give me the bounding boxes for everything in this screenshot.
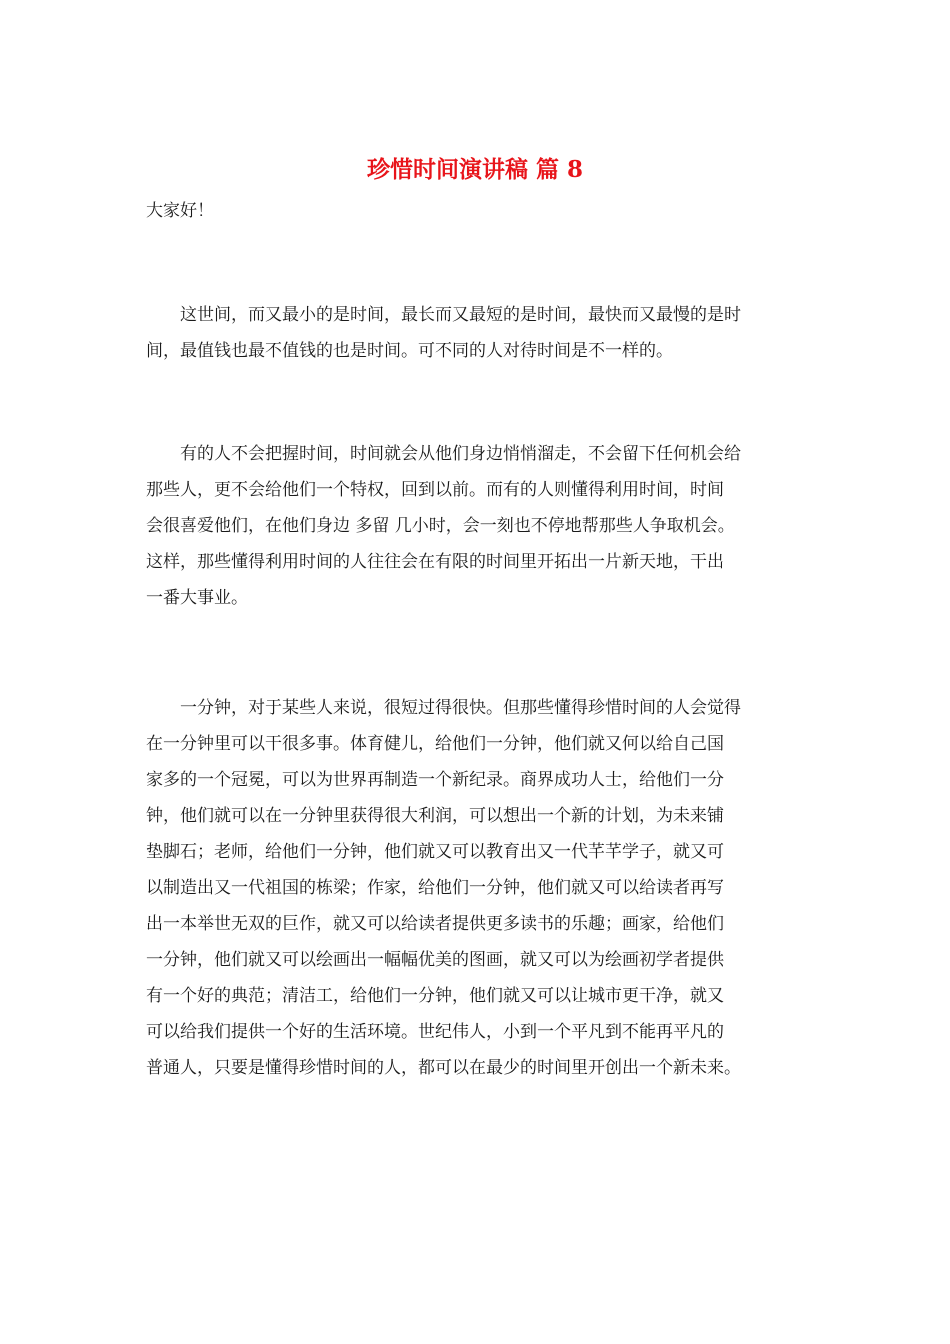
paragraph-line: 垫脚石；老师，给他们一分钟，他们就又可以教育出又一代芊芊学子，就又可 [146,842,724,862]
paragraph-line: 这样，那些懂得利用时间的人往往会在有限的时间里开拓出一片新天地，干出 [146,552,724,572]
paragraph-line: 那些人，更不会给他们一个特权，回到以前。而有的人则懂得利用时间，时间 [146,480,724,500]
paragraph-line: 这世间，而又最小的是时间，最长而又最短的是时间，最快而又最慢的是时 [146,305,741,325]
paragraph-line: 有的人不会把握时间，时间就会从他们身边悄悄溜走，不会留下任何机会给 [146,444,741,464]
paragraph-line: 家多的一个冠冕，可以为世界再制造一个新纪录。商界成功人士，给他们一分 [146,770,724,790]
paragraph-line: 钟，他们就可以在一分钟里获得很大利润，可以想出一个新的计划，为未来铺 [146,806,724,826]
paragraph-line: 会很喜爱他们，在他们身边 多留 几小时，会一刻也不停地帮那些人争取机会。 [146,516,735,536]
paragraph-line: 一分钟，他们就又可以绘画出一幅幅优美的图画，就又可以为绘画初学者提供 [146,950,724,970]
paragraph-line: 普通人，只要是懂得珍惜时间的人，都可以在最少的时间里开创出一个新未来。 [146,1058,741,1078]
paragraph-2 [146,436,808,616]
paragraph-line: 可以给我们提供一个好的生活环境。世纪伟人，小到一个平凡到不能再平凡的 [146,1022,724,1042]
paragraph-line: 一分钟，对于某些人来说，很短过得很快。但那些懂得珍惜时间的人会觉得 [146,698,741,718]
paragraph-line: 在一分钟里可以干很多事。体育健儿，给他们一分钟，他们就又何以给自己国 [146,734,724,754]
paragraph-3 [146,690,808,1086]
paragraph-line: 有一个好的典范；清洁工，给他们一分钟，他们就又可以让城市更干净，就又 [146,986,724,1006]
paragraph-line: 出一本举世无双的巨作，就又可以给读者提供更多读书的乐趣；画家，给他们 [146,914,724,934]
paragraph-line: 间，最值钱也最不值钱的也是时间。可不同的人对待时间是不一样的。 [146,341,673,361]
document-title: 珍惜时间演讲稿 篇 8 [366,156,584,183]
greeting-text: 大家好！ [146,201,214,221]
paragraph-line: 以制造出又一代祖国的栋梁；作家，给他们一分钟，他们就又可以给读者再写 [146,878,724,898]
paragraph-line: 一番大事业。 [146,588,248,608]
paragraph-1 [146,297,808,369]
